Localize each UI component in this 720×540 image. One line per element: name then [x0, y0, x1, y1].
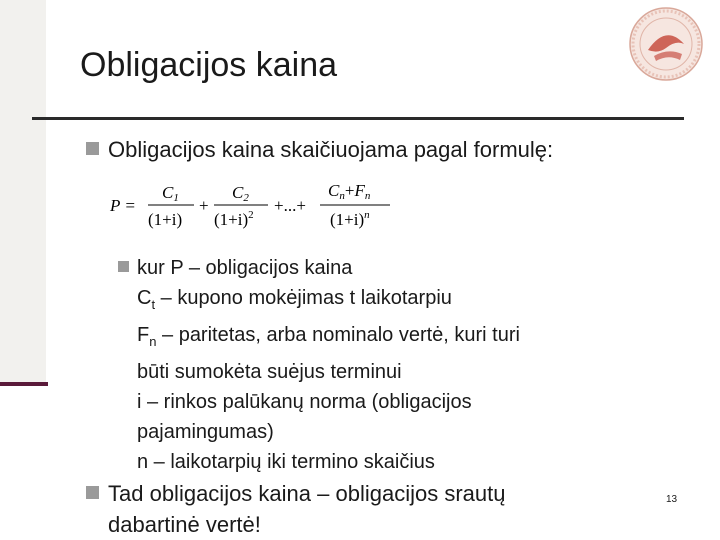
bullet-text: Obligacijos kaina skaičiuojama pagal formulę:: [108, 137, 554, 162]
term3-numerator: Cn+Fn: [328, 181, 371, 202]
term2-denominator: $(1+i)^2$: [214, 209, 254, 229]
page-number: 13: [666, 494, 678, 505]
square-bullet-icon: [86, 486, 99, 499]
university-seal-icon: [626, 4, 706, 84]
slide-title: Obligacijos kaina: [80, 46, 338, 84]
left-decorative-band: [0, 0, 46, 384]
bullet-formula-intro: [86, 135, 553, 165]
definition-line: $F_n$ – paritetas, arba nominalo vertė, kuri turi: [137, 324, 520, 349]
term1-denominator: (1+i): [148, 210, 183, 229]
definitions-block: [118, 253, 520, 477]
definition-line: būti sumokėta suėjus terminui: [137, 361, 402, 383]
definition-line: $C_t$ – kupono mokėjimas t laikotarpiu: [137, 287, 452, 312]
definition-line: kur P – obligacijos kaina: [118, 253, 520, 283]
term1-numerator: C1: [162, 183, 179, 204]
formula-ellipsis: +...+: [274, 196, 306, 215]
formula-lhs: P =: [110, 196, 136, 215]
title-underline: [32, 117, 684, 120]
definition-line: i – rinkos palūkanų norma (obligacijos: [137, 391, 472, 413]
bond-price-formula: [108, 178, 398, 238]
square-bullet-icon: [118, 261, 129, 272]
bullet-conclusion: Tad obligacijos kaina – obligacijos srautų dabartinė vertė!: [86, 478, 505, 540]
definition-line: n – laikotarpių iki termino skaičius: [137, 451, 435, 473]
term2-numerator: C2: [232, 183, 249, 204]
plus-sign: +: [199, 196, 209, 215]
square-bullet-icon: [86, 142, 99, 155]
definition-line: pajamingumas): [137, 421, 274, 443]
term3-denominator: $(1+i)^n$: [330, 209, 370, 229]
left-band-accent: [0, 382, 48, 386]
